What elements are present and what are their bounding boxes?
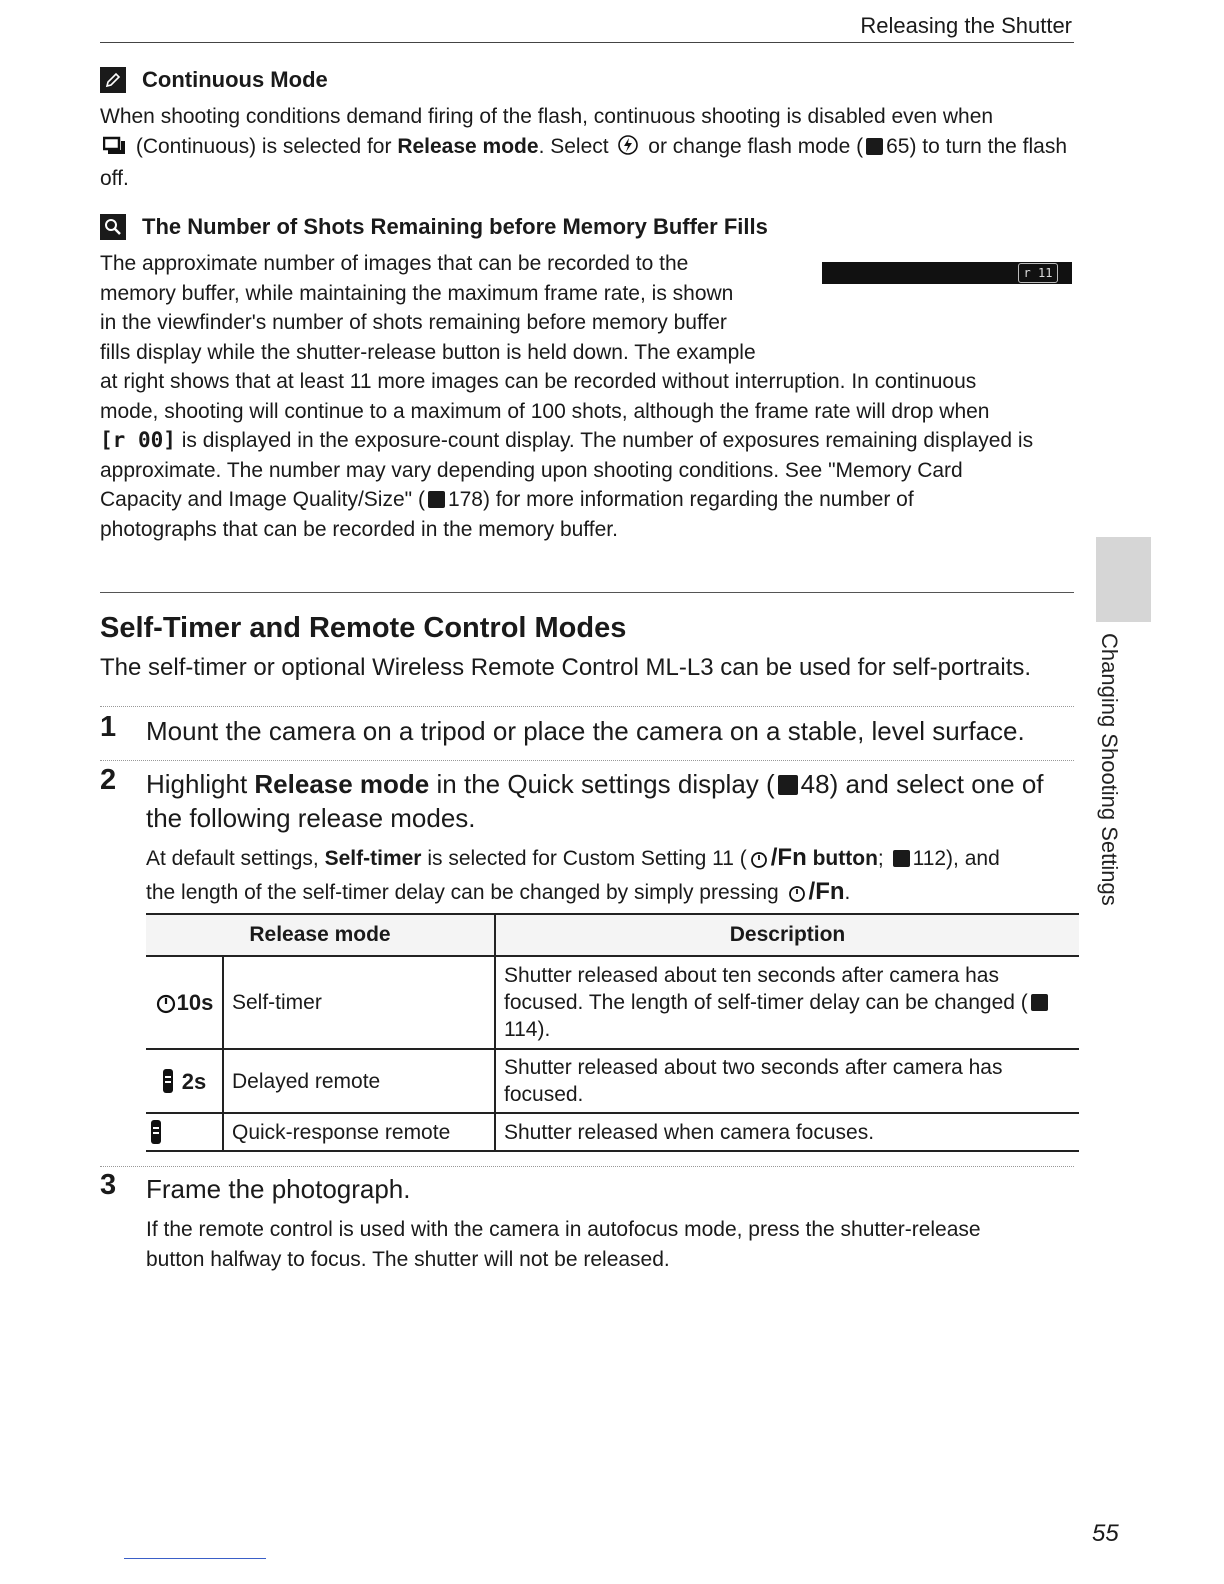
step-number: 1 — [100, 711, 117, 743]
release-mode-name: Self-timer — [223, 956, 495, 1049]
exposure-count-glyph: [r 00] — [100, 428, 176, 452]
buffer-line-9a: Capacity and Image Quality/Size" ( — [100, 488, 425, 511]
step-1-text: Mount the camera on a tripod or place the camera on a stable, level surface. — [146, 716, 1025, 746]
dotted-rule — [100, 760, 1074, 761]
page-number: 55 — [1092, 1520, 1119, 1547]
page-header-title: Releasing the Shutter — [860, 13, 1072, 38]
chapter-tab-marker — [1096, 537, 1151, 622]
release-mode-name: Delayed remote — [223, 1049, 495, 1113]
memory-buffer-title: The Number of Shots Remaining before Memory Buffer Fills — [142, 214, 768, 239]
quick-response-remote-icon — [146, 1113, 223, 1151]
buffer-line-5: at right shows that at least 11 more images can be recorded without interruption. In continuous — [100, 370, 977, 393]
chapter-side-label: Changing Shooting Settings — [1097, 633, 1122, 906]
section-title: Self-Timer and Remote Control Modes — [100, 612, 627, 644]
page-ref-icon — [893, 850, 910, 867]
step-3-body: If the remote control is used with the camera in autofocus mode, press the shutter-release button halfway to focus. The shutter will not be released. — [146, 1218, 981, 1271]
page-ref-icon — [1031, 994, 1048, 1011]
continuous-release-icon — [103, 135, 127, 165]
delayed-remote-icon: 2s — [146, 1049, 223, 1113]
self-timer-icon — [788, 881, 806, 911]
buffer-line-7: is displayed in the exposure-count display. The number of exposures remaining displayed is — [181, 429, 1034, 452]
dotted-rule — [100, 706, 1074, 707]
flash-off-icon — [617, 134, 639, 165]
buffer-line-2: memory buffer, while maintaining the maximum frame rate, is shown — [100, 281, 734, 305]
memory-buffer-note — [100, 211, 1074, 544]
table-row — [146, 956, 1079, 1049]
step-2-text: Highlight Release mode in the Quick settings display ( 48) and select one of the following release modes. — [146, 769, 1044, 833]
footer-rule — [124, 1558, 266, 1559]
release-mode-description: Shutter released about ten seconds after camera has focused. The length of self-timer delay can be changed (114). — [495, 956, 1079, 1049]
continuous-text-4: . Select — [538, 134, 609, 158]
buffer-line-10: photographs that can be recorded in the memory buffer. — [100, 517, 618, 541]
step-number: 3 — [100, 1169, 117, 1201]
table-row — [146, 1049, 1079, 1113]
continuous-mode-note — [100, 64, 1074, 194]
magnifier-note-icon — [100, 214, 126, 240]
buffer-line-8: approximate. The number may vary depending upon shooting conditions. See "Memory Card — [100, 458, 963, 482]
pencil-note-icon — [100, 67, 126, 93]
viewfinder-display-illustration — [822, 262, 1072, 284]
release-mode-description: Shutter released about two seconds after camera has focused. — [495, 1049, 1079, 1113]
page-ref-icon — [866, 138, 883, 155]
self-timer-icon — [750, 847, 768, 877]
table-header-description: Description — [495, 914, 1079, 956]
continuous-text-2: (Continuous) is selected for — [135, 134, 392, 158]
buffer-line-1: The approximate number of images that can be recorded to the — [100, 252, 689, 275]
release-mode-name: Quick-response remote — [223, 1113, 495, 1151]
buffer-line-9b: 178) for more information regarding the number of — [447, 488, 914, 511]
step-3-text: Frame the photograph. — [146, 1174, 411, 1204]
release-mode-description: Shutter released when camera focuses. — [495, 1113, 1079, 1151]
viewfinder-buffer-readout: r 11 — [1018, 263, 1058, 283]
page-ref-icon — [778, 775, 798, 795]
table-row — [146, 1113, 1079, 1151]
table-header-release-mode: Release mode — [146, 914, 495, 956]
release-modes-table — [146, 913, 1079, 1152]
continuous-text-6: 65) to turn the flash off. — [100, 134, 1068, 190]
header-rule — [100, 42, 1074, 43]
release-mode-term: Release mode — [397, 134, 539, 158]
buffer-line-3: in the viewfinder's number of shots remaining before memory buffer — [100, 311, 727, 334]
continuous-text-1: When shooting conditions demand firing of the flash, continuous shooting is disabled even when — [100, 105, 994, 128]
section-rule — [100, 592, 1074, 593]
continuous-text-5: or change flash mode ( — [648, 134, 864, 158]
buffer-line-6: mode, shooting will continue to a maximum of 100 shots, although the frame rate will drop when — [100, 399, 990, 423]
step-2-body: At default settings, Self-timer is selected for Custom Setting 11 ( /Fn button; 112), and the length of the self-timer delay can be changed by simply pressing /Fn. — [146, 843, 1076, 910]
self-timer-10s-icon: 10s — [146, 956, 223, 1049]
continuous-mode-title: Continuous Mode — [142, 67, 328, 92]
dotted-rule — [100, 1166, 1074, 1167]
buffer-line-4: fills display while the shutter-release button is held down. The example — [100, 340, 756, 364]
section-intro: The self-timer or optional Wireless Remote Control ML-L3 can be used for self-portraits. — [100, 654, 1032, 681]
page-ref-icon — [428, 491, 445, 508]
step-number: 2 — [100, 764, 117, 796]
